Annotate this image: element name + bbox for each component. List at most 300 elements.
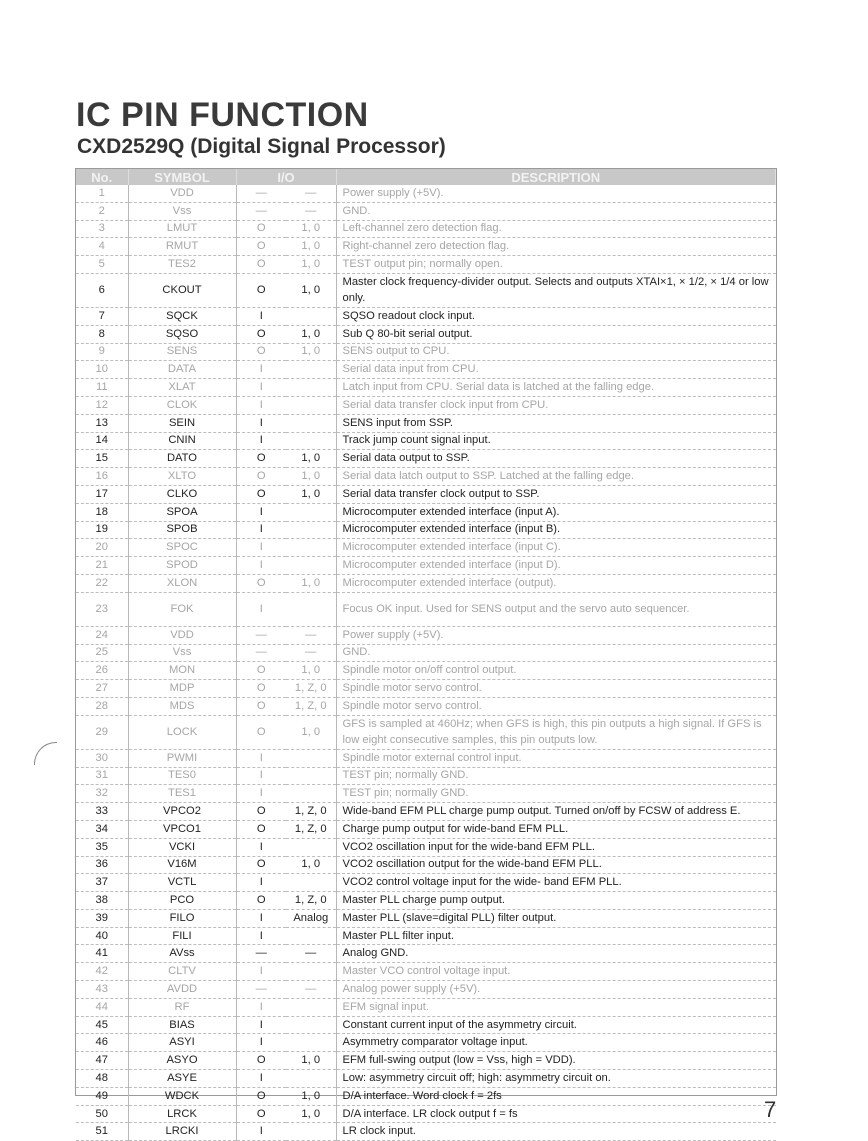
pin-symbol: ASYO (128, 1052, 236, 1070)
table-row (76, 680, 776, 698)
pin-state: 1, 0 (286, 256, 336, 274)
pin-symbol: MDS (128, 697, 236, 715)
pin-symbol: MON (128, 662, 236, 680)
pin-state: 1, Z, 0 (286, 820, 336, 838)
pin-description: SENS output to CPU. (336, 343, 776, 361)
pin-description: Spindle motor servo control. (336, 680, 776, 698)
pin-number: 46 (76, 1034, 128, 1052)
pin-description: Master VCO control voltage input. (336, 963, 776, 981)
table-row (76, 273, 776, 307)
pin-description: Charge pump output for wide-band EFM PLL. (336, 820, 776, 838)
pin-io: I (236, 998, 286, 1016)
pin-symbol: ASYI (128, 1034, 236, 1052)
pin-state: 1, 0 (286, 856, 336, 874)
pin-symbol: XLTO (128, 468, 236, 486)
pin-io: O (236, 820, 286, 838)
pin-symbol: SQSO (128, 325, 236, 343)
pin-state: — (286, 185, 336, 202)
table-row (76, 361, 776, 379)
pin-io: I (236, 1034, 286, 1052)
pin-symbol: PWMI (128, 749, 236, 767)
pin-number: 6 (76, 273, 128, 307)
pin-symbol: TES0 (128, 767, 236, 785)
pin-description: EFM full-swing output (low = Vss, high = VDD). (336, 1052, 776, 1070)
table-row (76, 202, 776, 220)
pin-symbol: RMUT (128, 238, 236, 256)
table-row (76, 981, 776, 999)
pin-io: — (236, 202, 286, 220)
pin-symbol: FILI (128, 927, 236, 945)
pin-symbol: WDCK (128, 1087, 236, 1105)
pin-state: 1, 0 (286, 1052, 336, 1070)
pin-number: 5 (76, 256, 128, 274)
pin-number: 45 (76, 1016, 128, 1034)
pin-symbol: BIAS (128, 1016, 236, 1034)
pin-description: Serial data input from CPU. (336, 361, 776, 379)
table-row (76, 662, 776, 680)
pin-state (286, 874, 336, 892)
pin-symbol: CLTV (128, 963, 236, 981)
pin-number: 8 (76, 325, 128, 343)
pin-number: 32 (76, 785, 128, 803)
pin-description: Latch input from CPU. Serial data is latched at the falling edge. (336, 379, 776, 397)
pin-number: 44 (76, 998, 128, 1016)
pin-io: I (236, 785, 286, 803)
pin-state: — (286, 644, 336, 662)
pin-number: 26 (76, 662, 128, 680)
pin-description: Serial data transfer clock output to SSP. (336, 485, 776, 503)
pin-number: 31 (76, 767, 128, 785)
table-row (76, 644, 776, 662)
table-row (76, 1087, 776, 1105)
pin-state (286, 592, 336, 626)
pin-number: 51 (76, 1123, 128, 1141)
table-row (76, 856, 776, 874)
pin-description: D/A interface. Word clock f = 2fs (336, 1087, 776, 1105)
pin-io: I (236, 874, 286, 892)
table-row (76, 1016, 776, 1034)
pin-description: EFM signal input. (336, 998, 776, 1016)
pin-number: 47 (76, 1052, 128, 1070)
pin-description: Master PLL charge pump output. (336, 892, 776, 910)
pin-io: I (236, 767, 286, 785)
pin-state: — (286, 626, 336, 644)
pin-symbol: RF (128, 998, 236, 1016)
pin-io: I (236, 307, 286, 325)
pin-state: — (286, 945, 336, 963)
pin-io: I (236, 963, 286, 981)
pin-io: — (236, 626, 286, 644)
pin-number: 37 (76, 874, 128, 892)
pin-number: 48 (76, 1070, 128, 1088)
pin-io: I (236, 414, 286, 432)
pin-state (286, 1016, 336, 1034)
table-row (76, 820, 776, 838)
pin-description: Serial data transfer clock input from CPU. (336, 396, 776, 414)
pin-io: O (236, 468, 286, 486)
pin-description: TEST output pin; normally open. (336, 256, 776, 274)
pin-function-table (75, 168, 777, 1138)
table-row (76, 485, 776, 503)
pin-number: 21 (76, 557, 128, 575)
pin-state (286, 963, 336, 981)
pin-state: 1, 0 (286, 715, 336, 749)
pin-io: I (236, 592, 286, 626)
table-row (76, 307, 776, 325)
table-row (76, 432, 776, 450)
table-row (76, 539, 776, 557)
page-number: 7 (764, 1097, 777, 1122)
table-row (76, 715, 776, 749)
table-row (76, 874, 776, 892)
margin-mark (34, 742, 57, 765)
pin-description: Spindle motor external control input. (336, 749, 776, 767)
pin-symbol: ASYE (128, 1070, 236, 1088)
pin-description: Analog GND. (336, 945, 776, 963)
pin-description: D/A interface. LR clock output f = fs (336, 1105, 776, 1123)
table-row (76, 503, 776, 521)
pin-description: Microcomputer extended interface (input C). (336, 539, 776, 557)
table-row (76, 697, 776, 715)
table-header-row (76, 169, 776, 185)
pin-symbol: AVss (128, 945, 236, 963)
pin-number: 22 (76, 574, 128, 592)
table-row (76, 767, 776, 785)
pin-symbol: AVDD (128, 981, 236, 999)
pin-io: O (236, 856, 286, 874)
pin-io: — (236, 185, 286, 202)
pin-number: 41 (76, 945, 128, 963)
pin-symbol: DATA (128, 361, 236, 379)
pin-number: 14 (76, 432, 128, 450)
pin-symbol: SEIN (128, 414, 236, 432)
pin-description: Microcomputer extended interface (input B). (336, 521, 776, 539)
pin-number: 43 (76, 981, 128, 999)
pin-symbol: Vss (128, 202, 236, 220)
pin-state: 1, 0 (286, 468, 336, 486)
pin-io: O (236, 892, 286, 910)
pin-state: 1, 0 (286, 485, 336, 503)
pin-number: 28 (76, 697, 128, 715)
pin-io: I (236, 838, 286, 856)
table-row (76, 450, 776, 468)
table-row (76, 185, 776, 202)
pin-number: 25 (76, 644, 128, 662)
table-row (76, 238, 776, 256)
pin-symbol: SPOC (128, 539, 236, 557)
pin-state (286, 927, 336, 945)
pin-state (286, 396, 336, 414)
pin-number: 38 (76, 892, 128, 910)
table-row (76, 927, 776, 945)
table-row (76, 803, 776, 821)
table-row (76, 325, 776, 343)
pin-description: Power supply (+5V). (336, 626, 776, 644)
pin-number: 20 (76, 539, 128, 557)
pin-state (286, 767, 336, 785)
pin-number: 12 (76, 396, 128, 414)
pin-state: 1, 0 (286, 574, 336, 592)
pin-symbol: CKOUT (128, 273, 236, 307)
pin-io: O (236, 680, 286, 698)
pin-description: Track jump count signal input. (336, 432, 776, 450)
pin-description: Asymmetry comparator voltage input. (336, 1034, 776, 1052)
table-row (76, 220, 776, 238)
pin-number: 36 (76, 856, 128, 874)
pin-symbol: V16M (128, 856, 236, 874)
table-row (76, 1052, 776, 1070)
pin-io: I (236, 539, 286, 557)
pin-symbol: VCKI (128, 838, 236, 856)
pin-description: Master clock frequency-divider output. Selects and outputs XTAI×1, × 1/2, × 1/4 or low only. (336, 273, 776, 307)
pin-description: Power supply (+5V). (336, 185, 776, 202)
pin-io: O (236, 715, 286, 749)
pin-io: O (236, 273, 286, 307)
pin-number: 16 (76, 468, 128, 486)
pin-state (286, 307, 336, 325)
pin-io: I (236, 396, 286, 414)
pin-description: SQSO readout clock input. (336, 307, 776, 325)
pin-description: GND. (336, 644, 776, 662)
pin-description: TEST pin; normally GND. (336, 767, 776, 785)
pin-io: I (236, 503, 286, 521)
pin-number: 24 (76, 626, 128, 644)
pin-description: Serial data latch output to SSP. Latched at the falling edge. (336, 468, 776, 486)
pin-number: 1 (76, 185, 128, 202)
pin-number: 18 (76, 503, 128, 521)
pin-number: 17 (76, 485, 128, 503)
pin-symbol: SPOA (128, 503, 236, 521)
pin-io: I (236, 1123, 286, 1141)
pin-io: O (236, 325, 286, 343)
pin-io: I (236, 379, 286, 397)
header-io: I/O (236, 169, 336, 185)
table-row (76, 892, 776, 910)
pin-symbol: SPOD (128, 557, 236, 575)
pin-symbol: SENS (128, 343, 236, 361)
pin-symbol: LMUT (128, 220, 236, 238)
pin-description: Spindle motor on/off control output. (336, 662, 776, 680)
pin-description: LR clock input. (336, 1123, 776, 1141)
pin-state (286, 998, 336, 1016)
pin-io: O (236, 803, 286, 821)
pin-description: Spindle motor servo control. (336, 697, 776, 715)
table-row (76, 343, 776, 361)
pin-number: 23 (76, 592, 128, 626)
pin-description: Serial data output to SSP. (336, 450, 776, 468)
pin-io: — (236, 981, 286, 999)
pin-number: 19 (76, 521, 128, 539)
pin-number: 2 (76, 202, 128, 220)
pin-state: 1, Z, 0 (286, 892, 336, 910)
header-no: No. (76, 169, 128, 185)
pin-state (286, 1070, 336, 1088)
pin-io: I (236, 557, 286, 575)
pin-description: Master PLL filter input. (336, 927, 776, 945)
pin-state: Analog (286, 909, 336, 927)
pin-symbol: VPCO1 (128, 820, 236, 838)
pin-symbol: VCTL (128, 874, 236, 892)
pin-state: 1, 0 (286, 1105, 336, 1123)
pin-symbol: FILO (128, 909, 236, 927)
pin-symbol: CLKO (128, 485, 236, 503)
pin-io: O (236, 450, 286, 468)
page-subtitle: CXD2529Q (Digital Signal Processor) (77, 135, 446, 158)
pin-io: I (236, 1016, 286, 1034)
pin-number: 50 (76, 1105, 128, 1123)
pin-description: Low: asymmetry circuit off; high: asymmetry circuit on. (336, 1070, 776, 1088)
table-row (76, 749, 776, 767)
pin-description: VCO2 oscillation input for the wide-band EFM PLL. (336, 838, 776, 856)
pin-state: — (286, 981, 336, 999)
pin-state: 1, 0 (286, 1087, 336, 1105)
pin-symbol: CLOK (128, 396, 236, 414)
pin-symbol: SPOB (128, 521, 236, 539)
pin-description: Left-channel zero detection flag. (336, 220, 776, 238)
pin-description: Microcomputer extended interface (output). (336, 574, 776, 592)
pin-description: SENS input from SSP. (336, 414, 776, 432)
pin-io: I (236, 749, 286, 767)
pin-number: 3 (76, 220, 128, 238)
pin-state: 1, 0 (286, 325, 336, 343)
pin-symbol: MDP (128, 680, 236, 698)
pin-number: 7 (76, 307, 128, 325)
table-row (76, 626, 776, 644)
pin-io: — (236, 945, 286, 963)
pin-state (286, 379, 336, 397)
table-row (76, 1034, 776, 1052)
pin-state: 1, 0 (286, 220, 336, 238)
pin-number: 35 (76, 838, 128, 856)
table-row (76, 379, 776, 397)
pin-state (286, 521, 336, 539)
pin-symbol: LOCK (128, 715, 236, 749)
pin-io: O (236, 1052, 286, 1070)
pin-io: I (236, 1070, 286, 1088)
table-row (76, 963, 776, 981)
pin-number: 34 (76, 820, 128, 838)
pin-state: 1, Z, 0 (286, 803, 336, 821)
pin-description: GND. (336, 202, 776, 220)
pin-state (286, 361, 336, 379)
pin-io: I (236, 432, 286, 450)
pin-symbol: PCO (128, 892, 236, 910)
pin-state: 1, 0 (286, 662, 336, 680)
pin-description: Analog power supply (+5V). (336, 981, 776, 999)
pin-number: 27 (76, 680, 128, 698)
pin-description: Microcomputer extended interface (input D). (336, 557, 776, 575)
table-row (76, 838, 776, 856)
table-row (76, 1105, 776, 1123)
pin-symbol: XLAT (128, 379, 236, 397)
pin-io: O (236, 662, 286, 680)
table-row (76, 256, 776, 274)
pin-number: 42 (76, 963, 128, 981)
pin-symbol: VDD (128, 626, 236, 644)
pin-io: O (236, 256, 286, 274)
pin-description: Wide-band EFM PLL charge pump output. Turned on/off by FCSW of address E. (336, 803, 776, 821)
table-row (76, 468, 776, 486)
pin-description: Focus OK input. Used for SENS output and the servo auto sequencer. (336, 592, 776, 626)
table-body (76, 185, 776, 1141)
table-row (76, 557, 776, 575)
table-row (76, 521, 776, 539)
pin-number: 15 (76, 450, 128, 468)
pin-io: O (236, 238, 286, 256)
page-title: IC PIN FUNCTION (76, 96, 369, 134)
pin-state: 1, 0 (286, 450, 336, 468)
table-row (76, 574, 776, 592)
pin-description: VCO2 oscillation output for the wide-band EFM PLL. (336, 856, 776, 874)
pin-state: 1, 0 (286, 238, 336, 256)
pin-number: 33 (76, 803, 128, 821)
pin-state: 1, 0 (286, 343, 336, 361)
pin-state: 1, Z, 0 (286, 697, 336, 715)
pin-symbol: LRCK (128, 1105, 236, 1123)
pin-symbol: TES1 (128, 785, 236, 803)
table-row (76, 945, 776, 963)
pin-state (286, 432, 336, 450)
pin-number: 9 (76, 343, 128, 361)
pin-state (286, 749, 336, 767)
pin-number: 13 (76, 414, 128, 432)
header-symbol: SYMBOL (128, 169, 236, 185)
pin-io: O (236, 1087, 286, 1105)
pin-symbol: LRCKI (128, 1123, 236, 1141)
pin-io: O (236, 343, 286, 361)
pin-io: I (236, 361, 286, 379)
pin-state (286, 414, 336, 432)
pin-symbol: CNIN (128, 432, 236, 450)
pin-description: GFS is sampled at 460Hz; when GFS is high, this pin outputs a high signal. If GFS is low eight consecutive samples, this pin outputs low. (336, 715, 776, 749)
table-row (76, 1123, 776, 1141)
pin-number: 49 (76, 1087, 128, 1105)
pin-symbol: VDD (128, 185, 236, 202)
pin-io: O (236, 574, 286, 592)
pin-symbol: Vss (128, 644, 236, 662)
pin-symbol: TES2 (128, 256, 236, 274)
pin-state: 1, 0 (286, 273, 336, 307)
pin-description: Master PLL (slave=digital PLL) filter output. (336, 909, 776, 927)
pin-io: O (236, 485, 286, 503)
pin-state: — (286, 202, 336, 220)
table-row (76, 909, 776, 927)
pin-number: 11 (76, 379, 128, 397)
pin-state (286, 838, 336, 856)
pin-symbol: XLON (128, 574, 236, 592)
table-row (76, 785, 776, 803)
pin-io: O (236, 1105, 286, 1123)
pin-description: Sub Q 80-bit serial output. (336, 325, 776, 343)
pin-io: O (236, 697, 286, 715)
pin-description: Microcomputer extended interface (input A). (336, 503, 776, 521)
pin-state (286, 539, 336, 557)
table-row (76, 396, 776, 414)
pin-number: 30 (76, 749, 128, 767)
table-row (76, 998, 776, 1016)
pin-state (286, 785, 336, 803)
pin-state (286, 557, 336, 575)
pin-number: 10 (76, 361, 128, 379)
pin-description: Right-channel zero detection flag. (336, 238, 776, 256)
pin-description: VCO2 control voltage input for the wide- band EFM PLL. (336, 874, 776, 892)
pin-io: I (236, 927, 286, 945)
pin-number: 4 (76, 238, 128, 256)
table-row (76, 414, 776, 432)
pin-io: O (236, 220, 286, 238)
table-row (76, 1070, 776, 1088)
pin-io: I (236, 521, 286, 539)
